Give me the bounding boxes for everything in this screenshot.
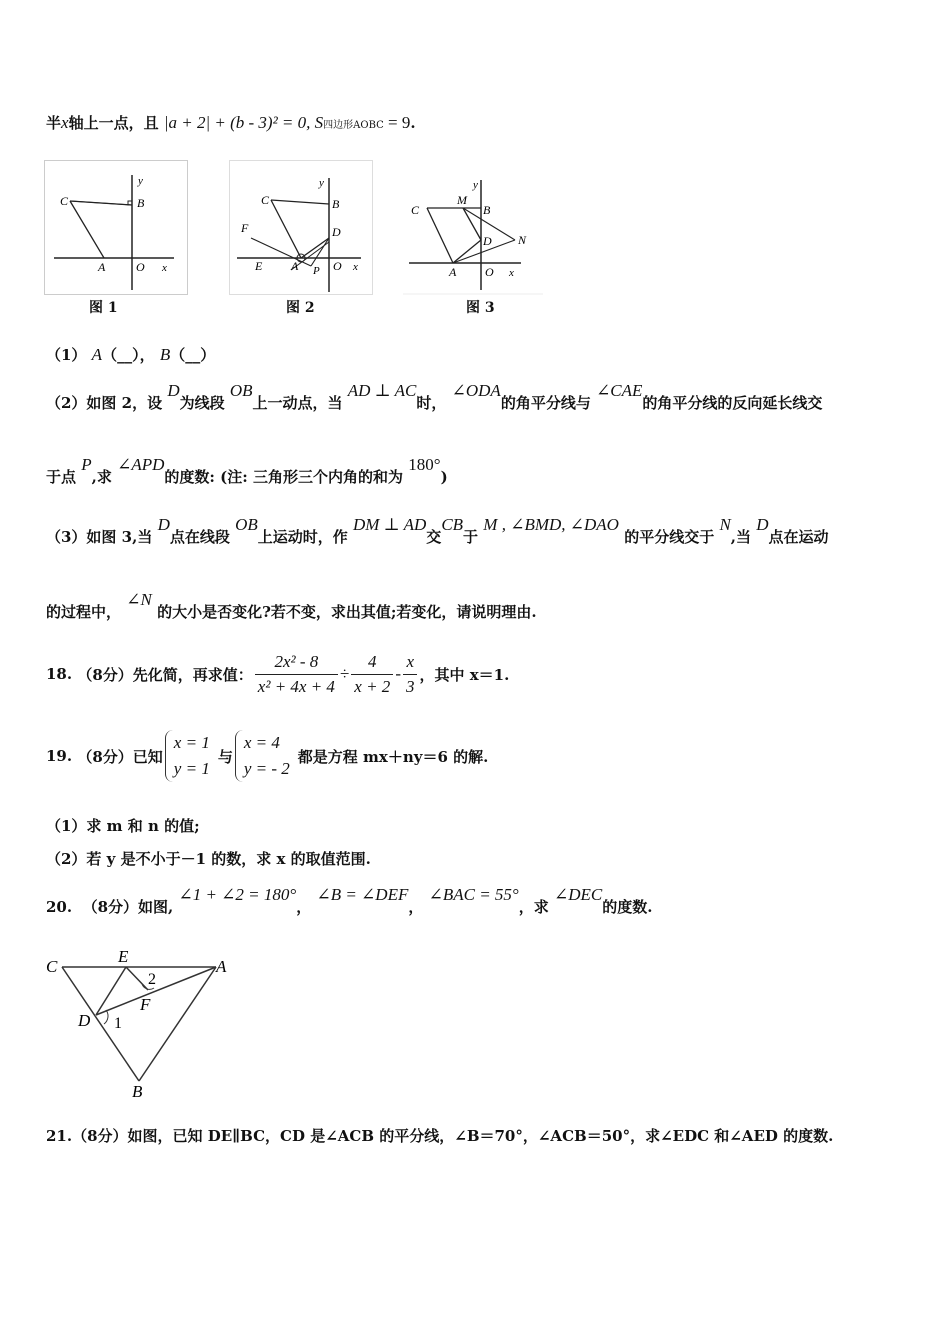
intro-x: x: [61, 113, 69, 132]
q17-p3-t8: 点在运动: [768, 528, 829, 546]
q17-p3-t3: 上运动时，作: [257, 528, 348, 546]
q17-p2-t4: 的角平分线与: [500, 394, 591, 412]
intro-formula: |a + 2| + (b - 3)² = 0, S: [163, 113, 324, 132]
q19-s2a: x = 4: [243, 733, 280, 752]
q17-p3-t6: 的平分线交于: [624, 528, 715, 546]
fig2-label-p: P: [313, 265, 320, 277]
q20-label-d: D: [78, 1011, 91, 1030]
q20-label-b: B: [132, 1082, 143, 1101]
q17-p1-sep: ，: [139, 346, 155, 364]
q18-prompt: （8分）先化简，再求值：: [77, 665, 253, 684]
fig1-label-o: O: [136, 260, 145, 274]
fig3-label-x: x: [509, 267, 514, 279]
fig3-label-m: M: [457, 193, 467, 207]
q20-cond-3: ∠BAC = 55°: [428, 885, 519, 904]
q19-s1a: x = 1: [173, 733, 210, 752]
q21: 21.（8分）如图，已知 DE∥BC，CD 是∠ACB 的平分线，∠B＝70°，∠ACB＝50°，求∠EDC 和∠AED 的度数.: [46, 1127, 834, 1145]
q20: [46, 885, 653, 917]
q17-p3-t7: ,当: [730, 528, 752, 546]
q19-and: 与: [217, 747, 233, 766]
fig2-label-a: A: [291, 259, 299, 273]
q20-label-1: 1: [114, 1015, 122, 1032]
q19-number: 19.: [46, 747, 73, 765]
figure-3: [403, 160, 546, 296]
q18: [46, 646, 509, 702]
q20-label-f: F: [140, 995, 151, 1014]
intro-line: [46, 112, 416, 133]
fig2-label-f: F: [241, 221, 249, 235]
fig3-label-d: D: [483, 234, 492, 248]
q17-p3-d: D: [157, 515, 170, 534]
fig2-label-e: E: [255, 259, 263, 273]
q18-f3-num: x: [403, 652, 418, 675]
q20-figure: [44, 946, 244, 1101]
q20-prompt: （8分）如图,: [82, 898, 174, 916]
q17-p2b-t1: 于点: [46, 468, 77, 486]
q17-part2-cont: [46, 455, 448, 487]
q17-p3-d2: D: [756, 515, 769, 534]
intro-mid: 轴上一点，且: [68, 114, 159, 132]
q18-minus: -: [395, 664, 401, 683]
q20-sep2: ，: [408, 898, 424, 916]
q17-p2-t5: 的角平分线的反向延长线交: [642, 394, 823, 412]
q19-system-1: [165, 730, 216, 782]
q18-fraction-2: [351, 652, 393, 697]
q17-p3-mid: M , ∠BMD, ∠DAO: [483, 515, 619, 534]
q17-p3b-t1: 的过程中，: [46, 603, 122, 621]
q17-part1: [46, 344, 215, 365]
q17-p2b-p: P: [81, 455, 92, 474]
q17-p1-b-blank: （__）: [170, 346, 216, 364]
q18-f2-num: 4: [351, 652, 393, 675]
intro-eq: = 9: [383, 113, 411, 132]
q18-f1-num: 2x² - 8: [255, 652, 338, 675]
q18-tail: ，其中 x＝1.: [419, 665, 510, 684]
intro-prefix: 半: [46, 114, 62, 132]
q17-p2-t1: 为线段: [179, 394, 225, 412]
q17-p2b-t3: 的度数: (注: 三角形三个内角的和为: [164, 468, 404, 486]
q17-p3-n: N: [719, 515, 731, 534]
fig1-caption: 图 1: [89, 300, 118, 316]
q17-p2b-deg: 180°: [408, 455, 441, 474]
q17-p2-d: D: [167, 381, 180, 400]
q20-label-e: E: [118, 947, 129, 966]
q17-p3-ob: OB: [235, 515, 258, 534]
q18-fraction-3: [403, 652, 418, 697]
q19: [46, 728, 488, 784]
fig1-label-y: y: [138, 175, 143, 187]
q20-cond-2: ∠B = ∠DEF: [316, 885, 409, 904]
fig3-label-a: A: [449, 265, 457, 279]
fig2-label-b: B: [332, 197, 340, 211]
q17-p3-perp: DM ⊥ AD: [353, 515, 427, 534]
figure-1: [44, 160, 189, 296]
q17-p2-ang1: ∠ODA: [451, 381, 501, 400]
q17-p3b-t2: 的大小是否变化?若不变，求出其值;若变化，请说明理由.: [157, 603, 537, 621]
fig1-label-x: x: [162, 262, 167, 274]
q17-p2b-t2: ,求: [91, 468, 112, 486]
q20-ask: ∠DEC: [553, 885, 603, 904]
q17-p3-t1: （3）如图 3,当: [46, 528, 153, 546]
q17-p2-t3: 时，: [416, 394, 447, 412]
q20-number: 20.: [46, 898, 73, 916]
q19-system-2: [235, 730, 296, 782]
q20-label-2: 2: [148, 971, 156, 988]
q18-f1-den: x² + 4x + 4: [257, 676, 335, 696]
fig3-label-c: C: [411, 203, 420, 217]
fig2-label-x: x: [353, 261, 358, 273]
fig3-caption: 图 3: [466, 300, 495, 316]
q17-p3-t4: 交: [426, 528, 442, 546]
q20-cond-1: ∠1 + ∠2 = 180°: [178, 885, 297, 904]
q17-p2-label: （2）如图 2，设: [46, 394, 163, 412]
q17-part3-cont: [46, 590, 537, 622]
fig3-label-b: B: [483, 203, 491, 217]
fig3-label-n: N: [518, 233, 527, 247]
q19-part1: （1）求 m 和 n 的值;: [46, 817, 200, 835]
fig2-label-o: O: [333, 259, 342, 273]
fig2-label-c: C: [261, 193, 270, 207]
q17-p3-t2: 点在线段: [169, 528, 230, 546]
fig1-label-a: A: [98, 260, 106, 274]
fig1-label-c: C: [60, 194, 69, 208]
q20-label-c: C: [46, 957, 58, 976]
q17-p2b-ang: ∠APD: [117, 455, 165, 474]
q17-part3: [46, 515, 829, 547]
figure-2: [229, 160, 374, 296]
q20-sep1: ，: [296, 898, 312, 916]
intro-end: .: [410, 114, 416, 132]
fig3-label-o: O: [485, 265, 494, 279]
q19-prompt: （8分）已知: [77, 747, 163, 766]
q18-f2-den: x + 2: [354, 676, 391, 696]
q17-p2-ob: OB: [229, 381, 253, 400]
q19-tail: 都是方程 mx＋ny＝6 的解.: [297, 747, 489, 766]
q17-p2b-t4: ): [440, 468, 448, 486]
q18-div: ÷: [339, 664, 350, 683]
fig2-label-d: D: [332, 225, 341, 239]
q19-part2: （2）若 y 是不小于－1 的数，求 x 的取值范围.: [46, 850, 371, 868]
q20-label-a: A: [216, 957, 227, 976]
q17-p2-t2: 上一动点，当: [252, 394, 343, 412]
q17-part2: [46, 381, 823, 413]
q17-p2-ang2: ∠CAE: [596, 381, 643, 400]
q17-p2-cond: AD ⊥ AC: [347, 381, 417, 400]
q19-s2b: y = - 2: [243, 759, 290, 778]
q18-fraction-1: [255, 652, 338, 697]
q17-p3-t5: 于: [463, 528, 479, 546]
q17-p1-a-blank: （__）: [102, 346, 140, 364]
q17-p3-cb: CB: [441, 515, 464, 534]
intro-subscript: 四边形AOBC: [323, 120, 384, 131]
fig1-label-b: B: [137, 196, 145, 210]
q20-tail: 的度数.: [602, 898, 653, 916]
q18-number: 18.: [46, 665, 73, 683]
fig2-caption: 图 2: [286, 300, 315, 316]
q17-p1-a: A: [91, 345, 103, 364]
q19-s1b: y = 1: [173, 759, 210, 778]
q17-p3b-ang: ∠N: [126, 590, 152, 609]
fig3-label-y: y: [473, 179, 478, 191]
q18-f3-den: 3: [405, 676, 415, 696]
q20-sep3: ，求: [518, 898, 549, 916]
q17-p1-label: （1）: [46, 346, 87, 364]
fig2-label-y: y: [319, 177, 324, 189]
q17-p1-b: B: [159, 345, 171, 364]
